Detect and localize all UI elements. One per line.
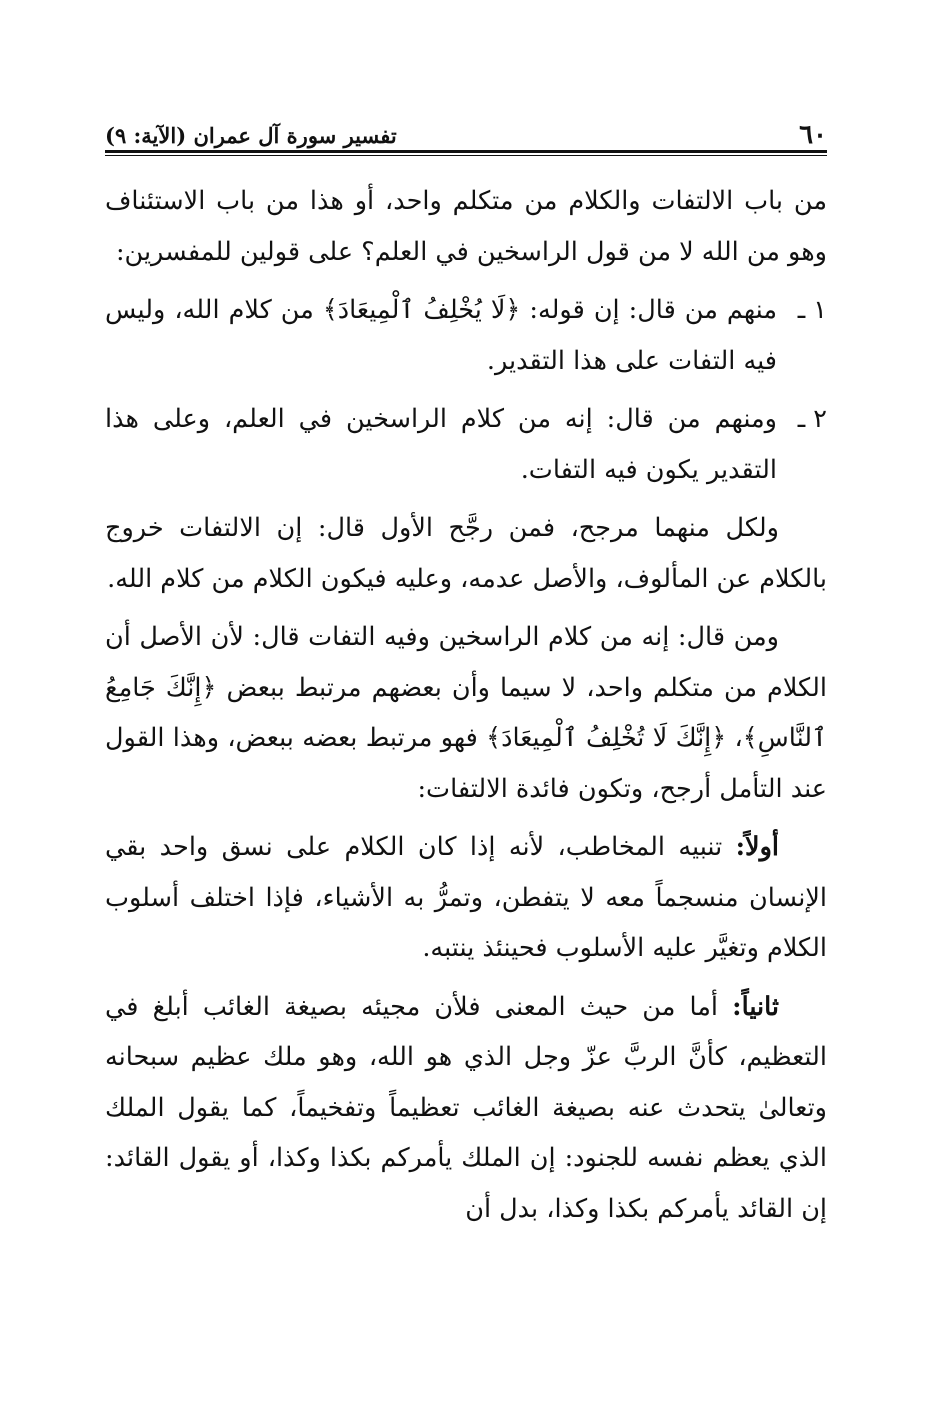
paragraph-4-text: تنبيه المخاطب، لأنه إذا كان الكلام على نسق واحد بقي الإنسان منسجماً معه لا يتفطن، وتمرُّ به الأشياء، فإذا اختلف أسلوب الكلام وتغيَّر عليه الأسلوب فحينئذ ينتبه.: [105, 832, 827, 963]
running-title: تفسير سورة آل عمران (الآية: ٩): [105, 123, 397, 148]
paragraph-5-label: ثانياً:: [732, 991, 779, 1022]
paragraph-2: ولكل منهما مرجح، فمن رجَّح الأول قال: إن الالتفات خروج بالكلام عن المألوف، والأصل عدمه، وعليه فيكون الكلام من كلام الله.: [105, 513, 827, 594]
header-rule-thick: [105, 150, 827, 153]
list-item-text: ومنهم من قال: إنه من كلام الراسخين في العلم، وعلى هذا التقدير يكون فيه التفات.: [105, 404, 777, 485]
page-body: [105, 176, 827, 1242]
list-item: [105, 394, 827, 495]
page-number: ٦٠: [799, 120, 827, 150]
paragraph-4: [105, 822, 827, 974]
paragraph-5: [105, 982, 827, 1235]
page-header: [105, 108, 827, 150]
paragraph-5-text: أما من حيث المعنى فلأن مجيئه بصيغة الغائب أبلغ في التعظيم، كأنَّ الربَّ عزّ وجل الذي هو الله، وهو ملك عظيم سبحانه وتعالىٰ يتحدث عنه بصيغة الغائب تعظيماً وتفخيماً، كما يقول الملك الذي يعظم نفسه للجنود: إن الملك يأمركم بكذا وكذا، أو يقول القائد: إن القائد يأمركم بكذا وكذا، بدل أن: [105, 991, 827, 1224]
list-item: [105, 285, 827, 386]
paragraph-1: من باب الالتفات والكلام من متكلم واحد، أو هذا من باب الاستئناف وهو من الله لا من قول الراسخين في العلم؟ على قولين للمفسرين:: [105, 186, 827, 267]
list-item-number: ١ ـ: [797, 295, 827, 325]
paragraph-3: ومن قال: إنه من كلام الراسخين وفيه التفات قال: لأن الأصل أن الكلام من متكلم واحد، لا سيما وأن بعضهم مرتبط ببعض ﴿إِنَّكَ جَامِعُ ٱلنَّاسِ﴾، ﴿إِنَّكَ لَا تُخْلِفُ ٱلْمِيعَادَ﴾ فهو مرتبط بعضه ببعض، وهذا القول عند التأمل أرجح، وتكون فائدة الالتفات:: [105, 622, 827, 804]
list-item-text: منهم من قال: إن قوله: ﴿لَا يُخْلِفُ ٱلْمِيعَادَ﴾ من كلام الله، وليس فيه التفات على هذا التقدير.: [105, 295, 777, 376]
paragraph-4-label: أولاً:: [735, 832, 779, 862]
list-item-number: ٢ ـ: [797, 404, 827, 434]
header-rule-thin: [105, 155, 827, 156]
